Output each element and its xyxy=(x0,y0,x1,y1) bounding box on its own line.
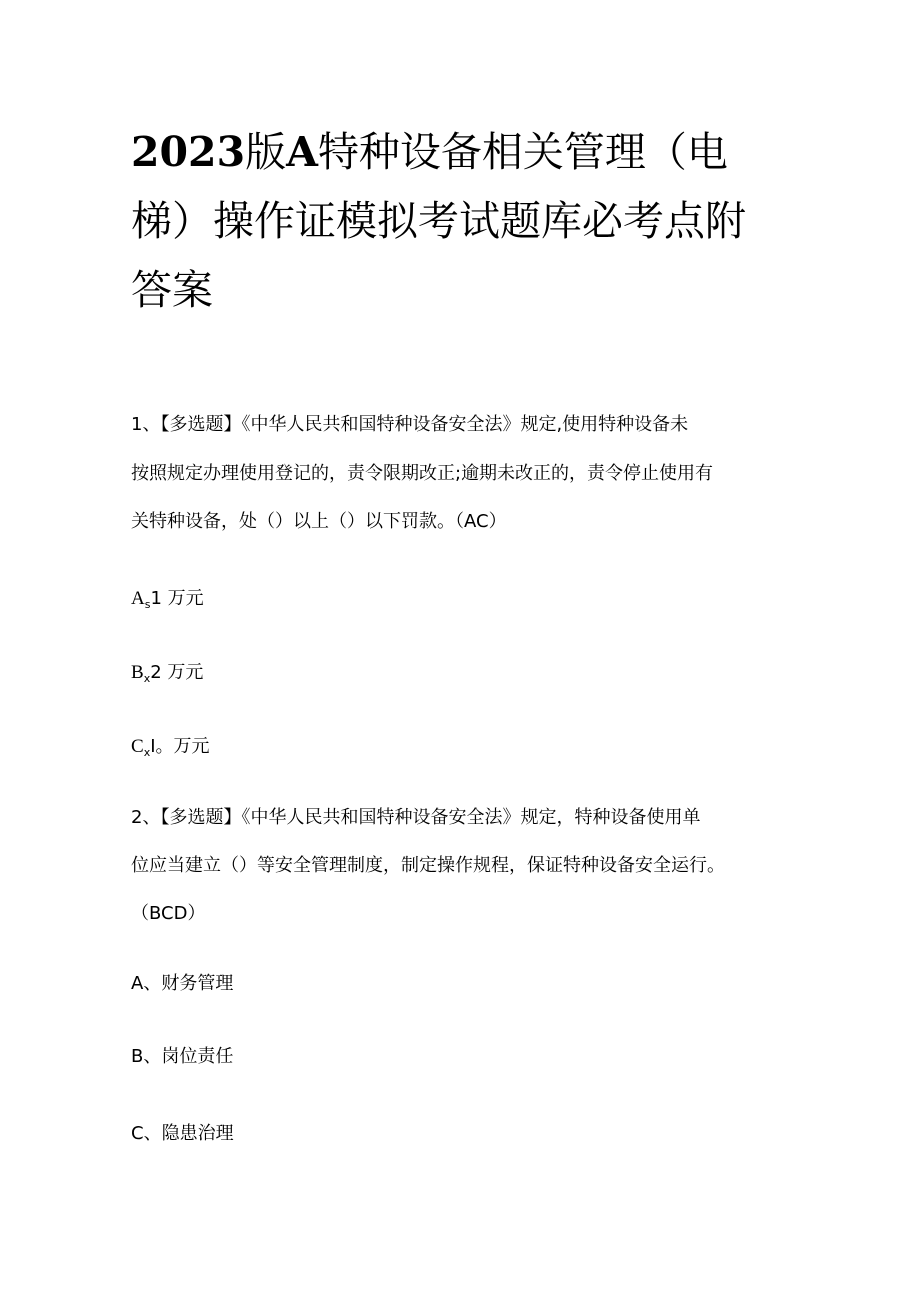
question-1-option-c: $C_xI$。万元 xyxy=(131,736,210,759)
title-line-1: 2023版A特种设备相关管理（电 xyxy=(131,128,728,176)
question-1-option-a: $A_s1$ 万元 xyxy=(131,588,204,611)
question-1-option-b: $B_x2$ 万元 xyxy=(131,662,204,685)
question-2-line-3: （BCD） xyxy=(131,903,206,924)
document-title xyxy=(131,118,811,325)
question-1-line-2: 按照规定办理使用登记的，责令限期改正;逾期未改正的，责令停止使用有 xyxy=(131,463,714,484)
title-line-3: 答案 xyxy=(131,266,213,314)
question-2-option-b: B、岗位责任 xyxy=(131,1046,234,1067)
question-1-line-1: 1、【多选题】《中华人民共和国特种设备安全法》规定,使用特种设备未 xyxy=(131,414,689,435)
title-line-2: 梯）操作证模拟考试题库必考点附 xyxy=(131,197,746,245)
question-2-option-a: A、财务管理 xyxy=(131,973,234,994)
question-2-line-2: 位应当建立（）等安全管理制度，制定操作规程，保证特种设备安全运行。 xyxy=(131,855,725,876)
question-2-line-1: 2、【多选题】《中华人民共和国特种设备安全法》规定，特种设备使用单 xyxy=(131,807,701,828)
question-2-option-c: C、隐患治理 xyxy=(131,1123,234,1144)
question-1-line-3: 关特种设备，处（）以上（）以下罚款。（AC） xyxy=(131,511,507,532)
